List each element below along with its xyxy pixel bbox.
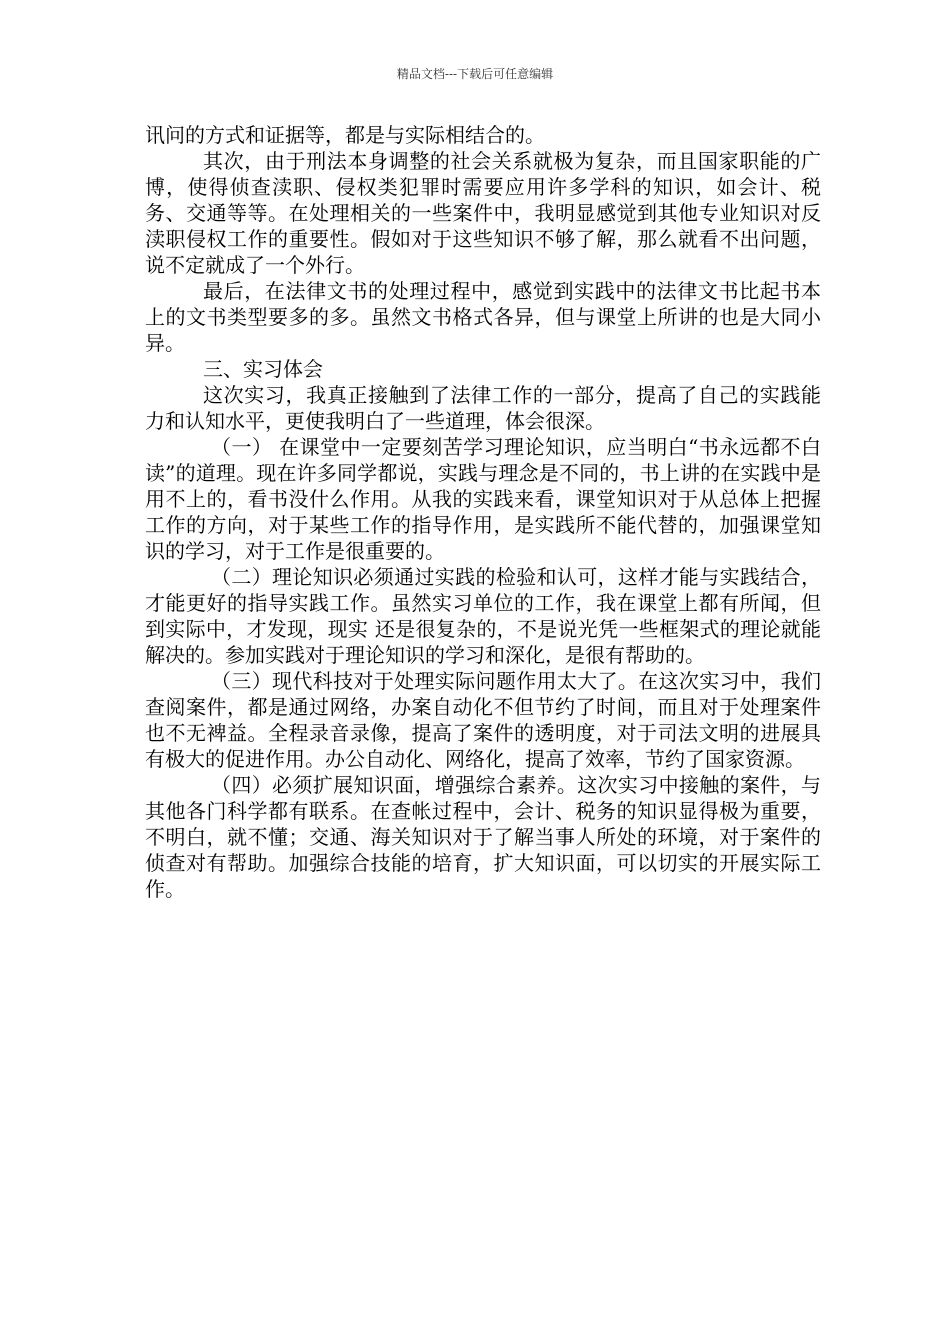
paragraph-point-1: （一） 在课堂中一定要刻苦学习理论知识，应当明白“书永远都不白读”的道理。现在许多同学都说，实践与理念是不同的，书上讲的在实践中是用不上的，看书没什么作用。从我的实践来看，课堂知识对于从总体上把握工作的方向，对于某些工作的指导作用，是实践所不能代替的，加强课堂知识的学习，对于工作是很重要的。 bbox=[145, 435, 821, 563]
paragraph-continuation: 讯问的方式和证据等，都是与实际相结合的。 bbox=[145, 123, 545, 147]
document-body bbox=[145, 122, 821, 902]
section-heading-internship-reflections: 三、实习体会 bbox=[203, 357, 323, 381]
paragraph-point-3: （三）现代科技对于处理实际问题作用太大了。在这次实习中，我们查阅案件，都是通过网络，办案自动化不但节约了时间，而且对于处理案件也不无裨益。全程录音录像，提高了案件的透明度，对于司法文明的进展具有极大的促进作用。办公自动化、网络化，提高了效率，节约了国家资源。 bbox=[145, 669, 821, 771]
paragraph-point-2: （二）理论知识必须通过实践的检验和认可，这样才能与实践结合，才能更好的指导实践工作。虽然实习单位的工作，我在课堂上都有所闻，但到实际中，才发现，现实 还是很复杂的，不是说光凭一些框架式的理论就能解决的。参加实践对于理论知识的学习和深化，是很有帮助的。 bbox=[145, 565, 821, 667]
paragraph-finally: 最后，在法律文书的处理过程中，感觉到实践中的法律文书比起书本上的文书类型要多的多。虽然文书格式各异，但与课堂上所讲的也是大同小异。 bbox=[145, 279, 821, 355]
paragraph-internship-intro: 这次实习，我真正接触到了法律工作的一部分，提高了自己的实践能力和认知水平，更使我明白了一些道理，体会很深。 bbox=[145, 383, 821, 433]
page-header: 精品文档---下载后可任意编辑 bbox=[396, 67, 554, 81]
paragraph-point-4: （四）必须扩展知识面，增强综合素养。这次实习中接触的案件，与其他各门科学都有联系。在查帐过程中，会计、税务的知识显得极为重要，不明白，就不懂；交通、海关知识对于了解当事人所处的环境，对于案件的侦查对有帮助。加强综合技能的培育，扩大知识面，可以切实的开展实际工作。 bbox=[145, 773, 821, 901]
paragraph-secondly: 其次，由于刑法本身调整的社会关系就极为复杂，而且国家职能的广博，使得侦查渎职、侵权类犯罪时需要应用许多学科的知识，如会计、税务、交通等等。在处理相关的一些案件中，我明显感觉到其他专业知识对反渎职侵权工作的重要性。假如对于这些知识不够了解，那么就看不出问题，说不定就成了一个外行。 bbox=[145, 149, 821, 277]
